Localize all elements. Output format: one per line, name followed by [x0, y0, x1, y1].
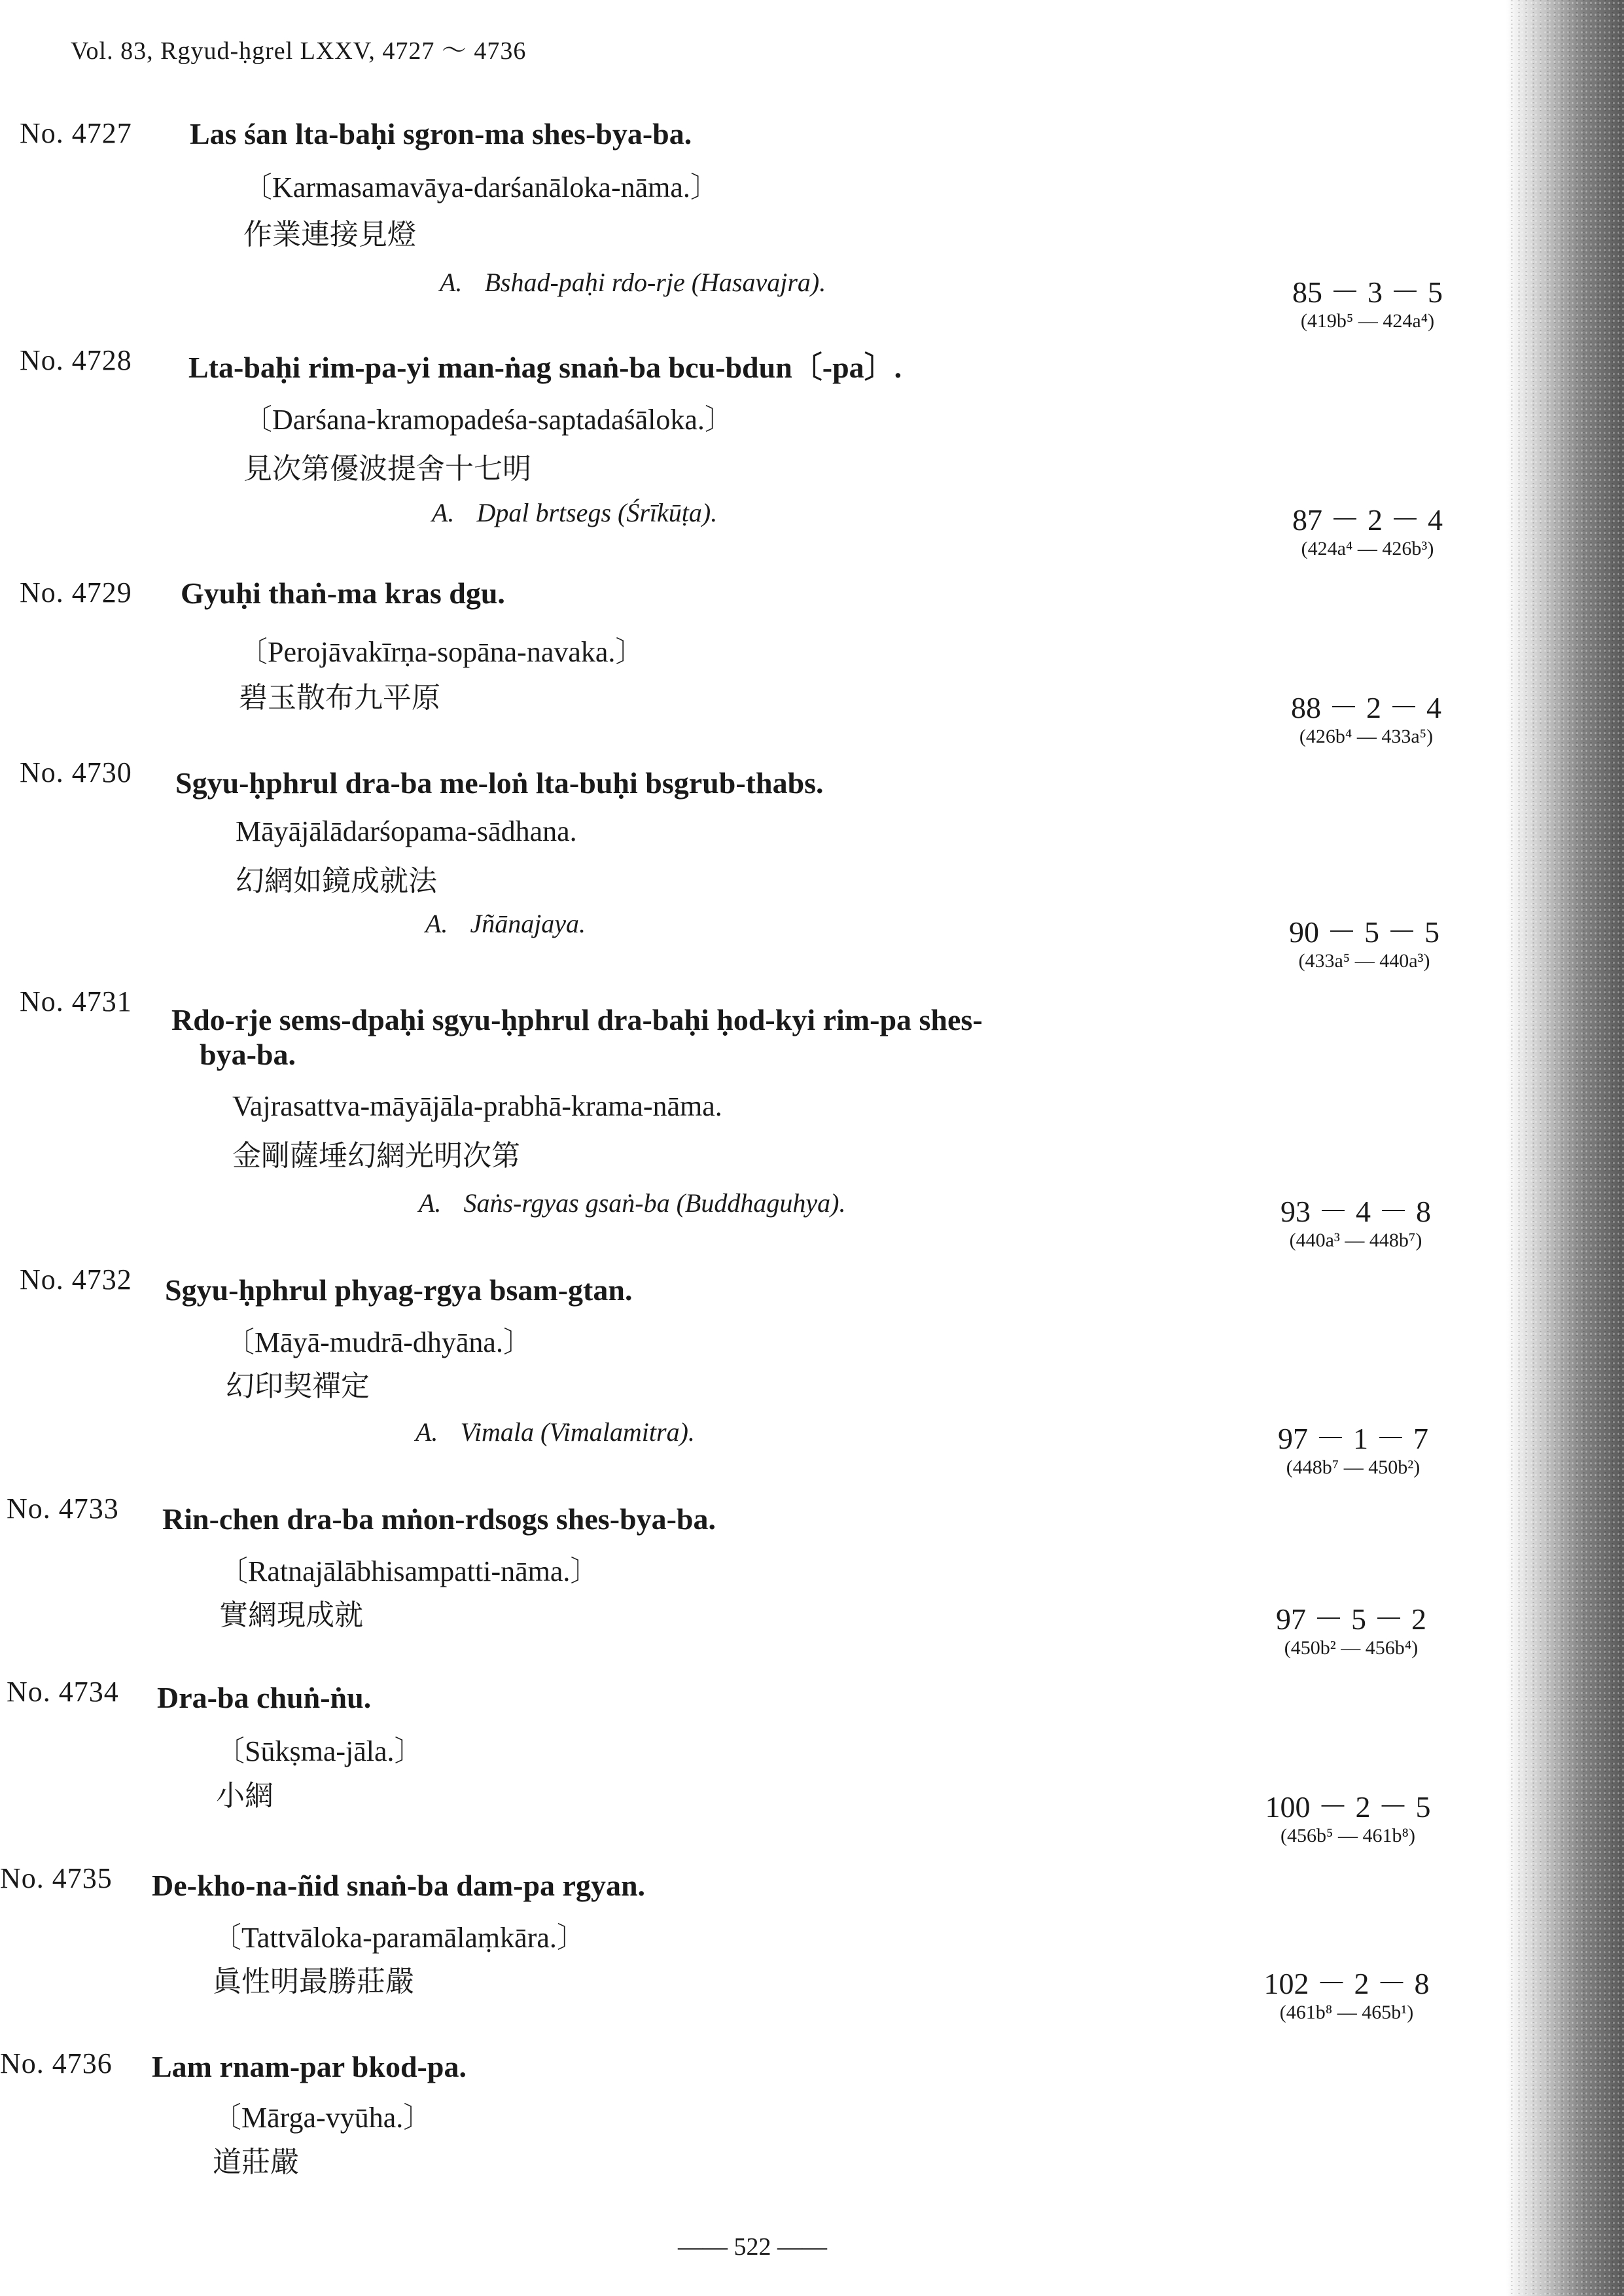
volume-reference [1243, 503, 1492, 560]
sanskrit-title: Māyājālādarśopama-sādhana. [236, 815, 577, 847]
ref-number: 85 － 3 － 5 [1292, 275, 1443, 309]
chinese-title: 實網現成就 [219, 1598, 363, 1632]
ref-number: 97 － 1 － 7 [1278, 1422, 1428, 1455]
scan-noise [1506, 0, 1624, 2296]
entry-title: Rin-chen dra-ba mṅon-rdsogs shes-bya-ba. [162, 1502, 716, 1536]
chinese-title: 見次第優波提舍十七明 [243, 452, 531, 486]
sanskrit-title: 〔Karmasamavāya-darśanāloka-nāma.〕 [243, 171, 719, 203]
author-mark: A. [415, 1417, 438, 1447]
ref-number: 93 － 4 － 8 [1280, 1195, 1431, 1228]
ref-number: 100 － 2 － 5 [1265, 1790, 1431, 1824]
folio-range: (461b⁸ — 465b¹) [1279, 2002, 1414, 2023]
entry-number: No. 4727 [20, 117, 132, 149]
sanskrit-title: 〔Perojāvakīrṇa-sopāna-navaka.〕 [239, 636, 644, 668]
sanskrit-title: Vajrasattva-māyājāla-prabhā-krama-nāma. [232, 1090, 722, 1122]
volume-reference [1224, 1790, 1472, 1847]
sanskrit-title: 〔Mārga-vyūha.〕 [213, 2102, 432, 2134]
entry-number: No. 4730 [20, 756, 132, 788]
entry-title: Sgyu-ḥphrul dra-ba me-loṅ lta-buḥi bsgrub-thabs. [175, 766, 824, 800]
folio-range: (426b⁴ — 433a⁵) [1299, 726, 1434, 747]
author-line [432, 497, 717, 528]
folio-range: (419b⁵ — 424a⁴) [1300, 310, 1435, 332]
chinese-title: 眞性明最勝莊嚴 [213, 1965, 414, 1998]
sanskrit-title: 〔Tattvāloka-paramālaṃkāra.〕 [213, 1922, 586, 1954]
chinese-title: 作業連接見燈 [243, 218, 416, 251]
chinese-title: 道莊嚴 [213, 2146, 299, 2179]
ref-number: 102 － 2 － 8 [1263, 1967, 1430, 2000]
volume-reference [1227, 1602, 1475, 1659]
volume-reference [1231, 1194, 1480, 1252]
chinese-title: 幻印契禪定 [226, 1369, 370, 1403]
author-mark: A. [432, 498, 455, 527]
entry-title: Gyuḥi thaṅ-ma kras dgu. [181, 576, 505, 610]
author-mark: A. [425, 909, 448, 938]
entry-number: No. 4734 [7, 1676, 119, 1708]
author-name: Vimala (Vimalamitra). [460, 1417, 695, 1447]
folio-range: (424a⁴ — 426b³) [1301, 538, 1434, 559]
volume-reference [1243, 275, 1492, 332]
author-mark: A. [440, 268, 463, 297]
ref-number: 88 － 2 － 4 [1291, 691, 1441, 724]
chinese-title: 幻網如鏡成就法 [236, 864, 437, 898]
ref-number: 90 － 5 － 5 [1289, 915, 1439, 949]
author-name: Bshad-paḥi rdo-rje (Hasavajra). [484, 268, 826, 297]
author-name: Jñānajaya. [470, 909, 586, 938]
entry-title: Lam rnam-par bkod-pa. [152, 2050, 467, 2083]
entry-title: Dra-ba chuṅ-ṅu. [157, 1681, 372, 1714]
entry-title: Las śan lta-baḥi sgron-ma shes-bya-ba. [190, 117, 692, 150]
author-line [425, 908, 586, 939]
running-header: Vol. 83, Rgyud-ḥgrel LXXV, 4727 ～ 4736 [71, 37, 527, 65]
entry-number: No. 4731 [20, 985, 132, 1017]
sanskrit-title: 〔Māyā-mudrā-dhyāna.〕 [226, 1326, 532, 1358]
page-number: —— 522 —— [678, 2233, 827, 2261]
author-line [440, 267, 826, 298]
entry-number: No. 4736 [0, 2047, 113, 2079]
entry-title: Sgyu-ḥphrul phyag-rgya bsam-gtan. [165, 1273, 633, 1307]
author-name: Saṅs-rgyas gsaṅ-ba (Buddhaguhya). [463, 1188, 846, 1218]
entry-number: No. 4728 [20, 344, 132, 376]
entry-number: No. 4733 [7, 1492, 119, 1525]
sanskrit-title: 〔Ratnajālābhisampatti-nāma.〕 [219, 1555, 599, 1587]
folio-range: (450b² — 456b⁴) [1284, 1637, 1419, 1659]
entry-title-continuation: bya-ba. [200, 1038, 296, 1071]
author-name: Dpal brtsegs (Śrīkūṭa). [476, 498, 718, 527]
folio-range: (440a³ — 448b⁷) [1289, 1229, 1422, 1251]
author-line [415, 1417, 695, 1447]
sanskrit-title: 〔Sūkṣma-jāla.〕 [216, 1735, 423, 1767]
volume-reference [1240, 915, 1489, 972]
entry-number: No. 4735 [0, 1862, 113, 1894]
folio-range: (433a⁵ — 440a³) [1298, 950, 1430, 972]
ref-number: 87 － 2 － 4 [1292, 503, 1443, 537]
volume-reference [1242, 690, 1491, 748]
folio-range: (456b⁵ — 461b⁸) [1280, 1825, 1415, 1846]
chinese-title: 小網 [216, 1779, 274, 1812]
entry-number: No. 4732 [20, 1263, 132, 1296]
entry-title: De-kho-na-ñid snaṅ-ba dam-pa rgyan. [152, 1869, 646, 1902]
folio-range: (448b⁷ — 450b²) [1286, 1457, 1421, 1478]
chinese-title: 金剛薩埵幻網光明次第 [232, 1139, 520, 1173]
volume-reference [1229, 1421, 1477, 1479]
author-line [419, 1188, 845, 1218]
author-mark: A. [419, 1188, 442, 1218]
volume-reference [1222, 1966, 1471, 2024]
ref-number: 97 － 5 － 2 [1276, 1602, 1426, 1636]
chinese-title: 碧玉散布九平原 [239, 681, 440, 715]
entry-number: No. 4729 [20, 576, 132, 609]
entry-title: Lta-baḥi rim-pa-yi man-ṅag snaṅ-ba bcu-bdun〔-pa〕. [188, 351, 902, 384]
entry-title: Rdo-rje sems-dpaḥi sgyu-ḥphrul dra-baḥi ḥod-kyi rim-pa shes- [171, 1003, 983, 1036]
sanskrit-title: 〔Darśana-kramopadeśa-saptadaśāloka.〕 [243, 404, 733, 436]
